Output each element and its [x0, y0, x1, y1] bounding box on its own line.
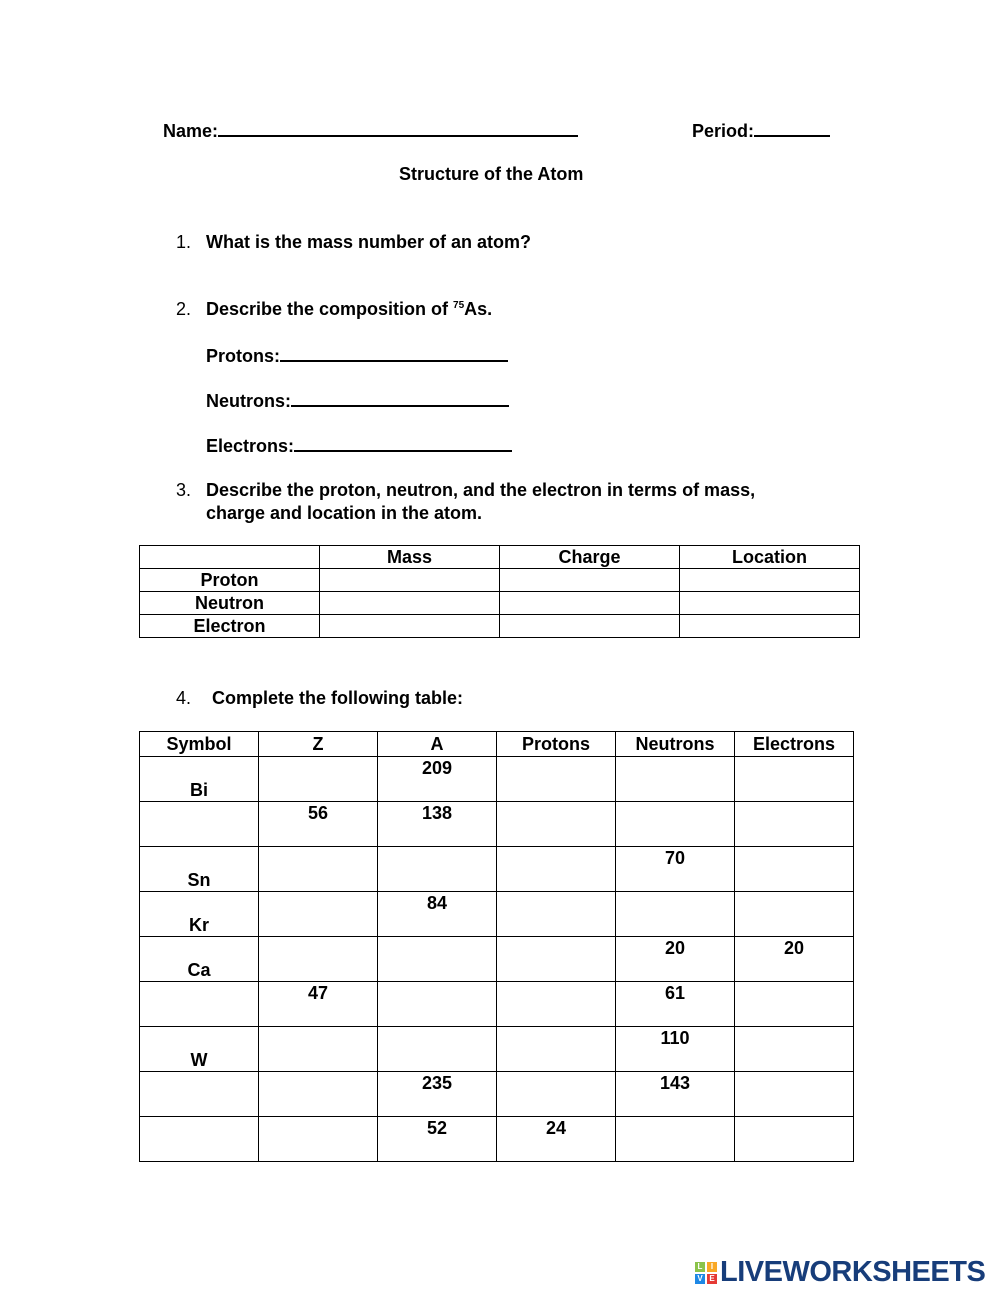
table-header-row [140, 732, 854, 757]
cell-value: Sn [187, 870, 211, 890]
given-cell [259, 982, 378, 1027]
answer-cell[interactable] [616, 802, 735, 847]
cell-value: 56 [307, 803, 329, 823]
q4-number: 4. [176, 688, 192, 708]
answer-cell[interactable] [140, 802, 259, 847]
answer-cell[interactable] [259, 892, 378, 937]
name-label: Name: [163, 121, 219, 141]
answer-cell[interactable] [259, 1072, 378, 1117]
table-row [140, 569, 860, 592]
cell-value: 110 [660, 1028, 690, 1048]
period-field[interactable] [692, 119, 830, 142]
header-cell: Symbol [140, 732, 259, 757]
given-cell [140, 937, 259, 982]
answer-cell[interactable] [497, 937, 616, 982]
answer-cell[interactable] [497, 757, 616, 802]
given-cell [259, 802, 378, 847]
q1-number: 1. [176, 232, 192, 252]
table-header-row [140, 546, 860, 569]
answer-cell[interactable] [378, 982, 497, 1027]
protons-field[interactable] [206, 344, 508, 367]
liveworksheets-logo [694, 1256, 985, 1289]
given-cell [140, 1027, 259, 1072]
answer-cell[interactable] [735, 847, 854, 892]
answer-cell[interactable] [140, 982, 259, 1027]
cell-value: 20 [664, 938, 686, 958]
row-label: Proton [140, 569, 320, 592]
particle-table [139, 545, 860, 638]
header-cell: Charge [500, 546, 680, 569]
given-cell [378, 1117, 497, 1162]
cell-value: 24 [545, 1118, 567, 1138]
cell-value: 61 [664, 983, 686, 1003]
table-row [140, 892, 854, 937]
answer-cell[interactable] [680, 615, 860, 638]
answer-cell[interactable] [259, 1027, 378, 1072]
logo-text: LIVEWORKSHEETS [720, 1256, 986, 1288]
logo-square: I [707, 1262, 717, 1272]
table-row [140, 982, 854, 1027]
q1-text: What is the mass number of an atom? [206, 232, 532, 252]
logo-square: E [707, 1274, 717, 1284]
header-cell: Z [259, 732, 378, 757]
given-cell [616, 847, 735, 892]
answer-cell[interactable] [497, 1072, 616, 1117]
logo-icon [694, 1261, 718, 1285]
q4-text: Complete the following table: [212, 688, 463, 708]
cell-value: 47 [307, 983, 329, 1003]
cell-value: 84 [426, 893, 448, 913]
table-row [140, 757, 854, 802]
answer-cell[interactable] [735, 982, 854, 1027]
given-cell [378, 1072, 497, 1117]
answer-cell[interactable] [616, 757, 735, 802]
answer-cell[interactable] [735, 757, 854, 802]
answer-cell[interactable] [680, 569, 860, 592]
table-row [140, 847, 854, 892]
answer-cell[interactable] [497, 847, 616, 892]
cell-value: 138 [421, 803, 453, 823]
answer-cell[interactable] [735, 1117, 854, 1162]
header-cell: Neutrons [616, 732, 735, 757]
given-cell [378, 802, 497, 847]
given-cell [616, 982, 735, 1027]
q2-number: 2. [176, 299, 192, 319]
header-cell: Mass [320, 546, 500, 569]
header-cell: Protons [497, 732, 616, 757]
header-cell: A [378, 732, 497, 757]
answer-cell[interactable] [378, 1027, 497, 1072]
cell-value: Kr [188, 915, 209, 935]
table-row [140, 1027, 854, 1072]
answer-cell[interactable] [378, 937, 497, 982]
given-cell [378, 757, 497, 802]
answer-cell[interactable] [320, 592, 500, 615]
answer-cell[interactable] [735, 892, 854, 937]
given-cell [140, 892, 259, 937]
given-cell [497, 1117, 616, 1162]
answer-cell[interactable] [497, 1027, 616, 1072]
name-field[interactable] [163, 119, 578, 142]
row-label: Electron [140, 615, 320, 638]
given-cell [140, 847, 259, 892]
given-cell [735, 937, 854, 982]
q2-text [206, 299, 492, 320]
page-title: Structure of the Atom [399, 164, 584, 184]
table-row [140, 592, 860, 615]
period-label: Period: [692, 121, 755, 141]
header-cell: Electrons [735, 732, 854, 757]
answer-cell[interactable] [497, 802, 616, 847]
row-label: Neutron [140, 592, 320, 615]
logo-square: L [695, 1262, 705, 1272]
cell-value: 70 [664, 848, 686, 868]
mass-superscript: 75 [453, 300, 465, 311]
header-cell [140, 546, 320, 569]
element: As. [464, 299, 493, 319]
answer-cell[interactable] [140, 1117, 259, 1162]
answer-cell[interactable] [616, 1117, 735, 1162]
table-row [140, 937, 854, 982]
table-row [140, 615, 860, 638]
cell-value: 20 [783, 938, 805, 958]
electrons-field[interactable] [206, 434, 512, 457]
answer-cell[interactable] [497, 892, 616, 937]
cell-value: Ca [187, 960, 211, 980]
answer-cell[interactable] [259, 757, 378, 802]
answer-cell[interactable] [735, 1027, 854, 1072]
answer-cell[interactable] [378, 847, 497, 892]
answer-cell[interactable] [680, 592, 860, 615]
q2-label: Describe the composition of [206, 299, 454, 319]
answer-cell[interactable] [500, 592, 680, 615]
cell-value: 143 [659, 1073, 691, 1093]
given-cell [378, 892, 497, 937]
answer-cell[interactable] [500, 569, 680, 592]
given-cell [616, 1072, 735, 1117]
given-cell [616, 937, 735, 982]
cell-value: 209 [421, 758, 453, 778]
answer-cell[interactable] [735, 1072, 854, 1117]
answer-cell[interactable] [259, 1117, 378, 1162]
q3-line1: Describe the proton, neutron, and the electron in terms of mass, [206, 480, 756, 500]
neutrons-label: Neutrons: [206, 391, 291, 411]
answer-cell[interactable] [616, 892, 735, 937]
table-row [140, 1117, 854, 1162]
logo-square: V [695, 1274, 705, 1284]
atom-table [139, 731, 854, 1162]
given-cell [616, 1027, 735, 1072]
answer-cell[interactable] [259, 847, 378, 892]
answer-cell[interactable] [259, 937, 378, 982]
answer-cell[interactable] [140, 1072, 259, 1117]
cell-value: W [190, 1050, 208, 1070]
q3-number: 3. [176, 480, 192, 500]
cell-value: Bi [190, 780, 208, 800]
table-row [140, 802, 854, 847]
neutrons-field[interactable] [206, 389, 509, 412]
answer-cell[interactable] [320, 615, 500, 638]
cell-value: 52 [426, 1118, 448, 1138]
electrons-label: Electrons: [206, 436, 295, 456]
answer-cell[interactable] [735, 802, 854, 847]
given-cell [140, 757, 259, 802]
answer-cell[interactable] [320, 569, 500, 592]
cell-value: 235 [421, 1073, 453, 1093]
q3-line2: charge and location in the atom. [206, 503, 483, 523]
protons-label: Protons: [206, 346, 280, 366]
answer-cell[interactable] [497, 982, 616, 1027]
table-row [140, 1072, 854, 1117]
answer-cell[interactable] [500, 615, 680, 638]
header-cell: Location [680, 546, 860, 569]
